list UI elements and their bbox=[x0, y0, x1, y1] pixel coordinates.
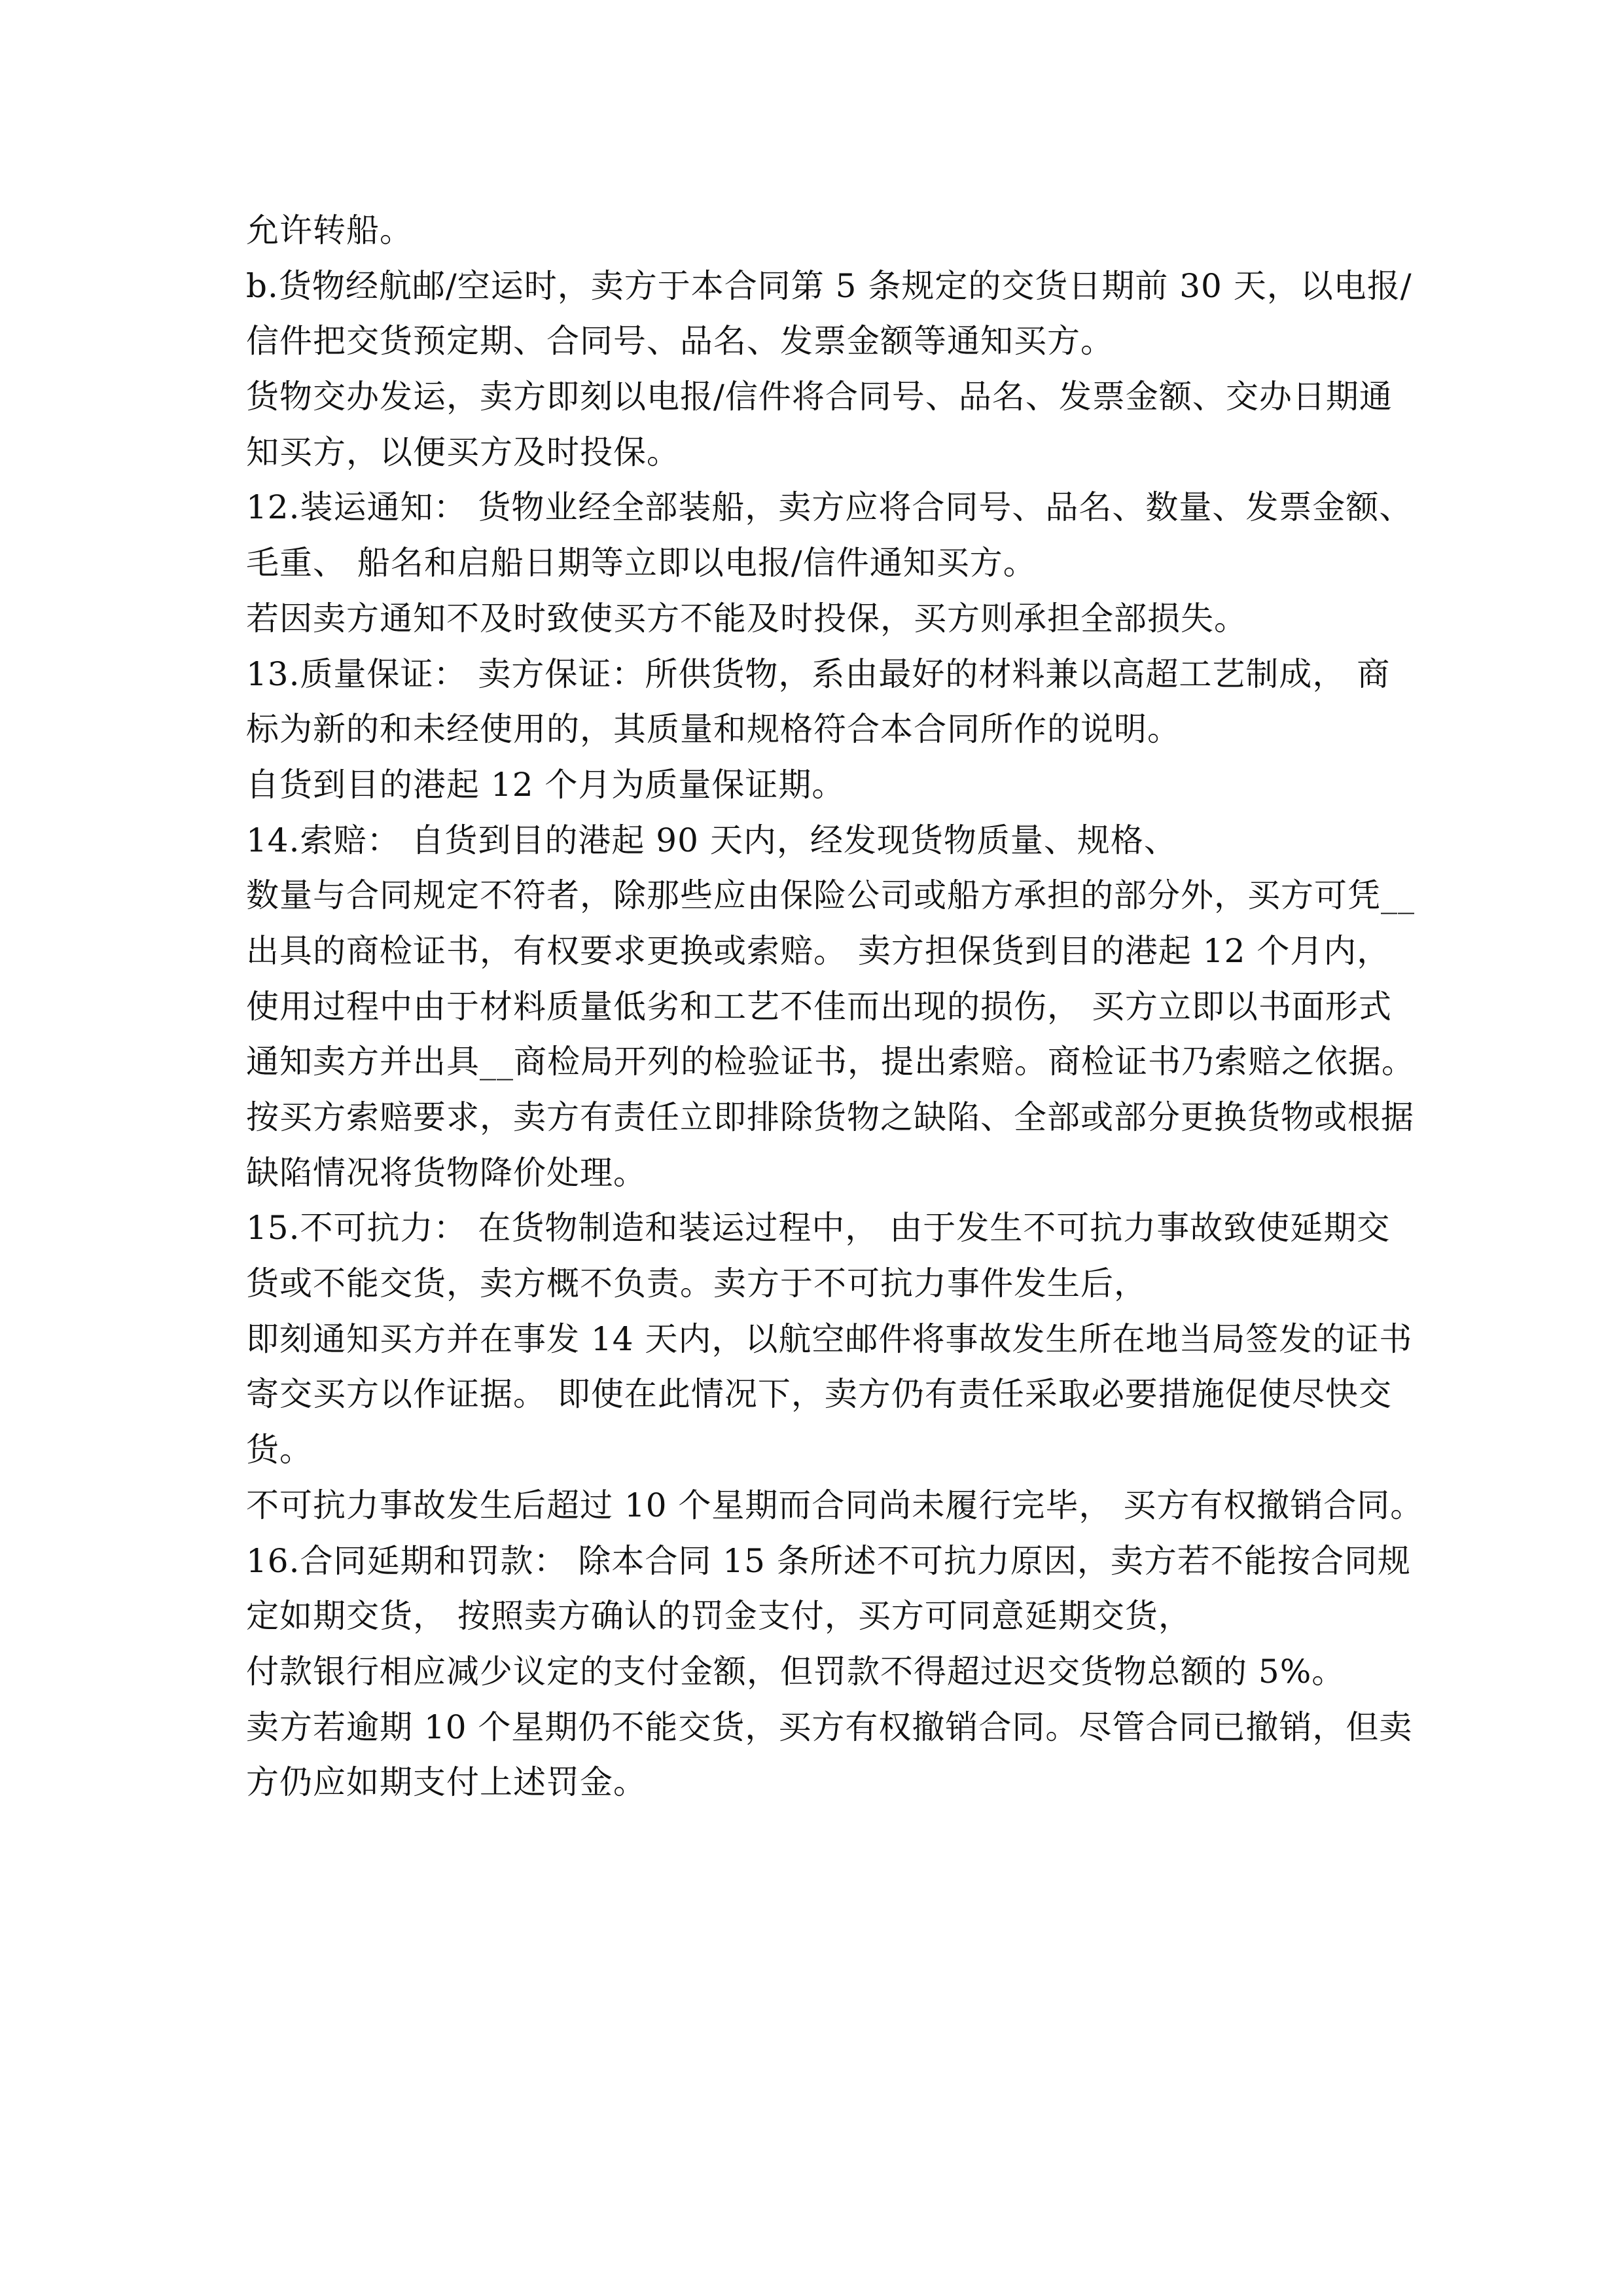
text-line: 标为新的和未经使用的，其质量和规格符合本合同所作的说明。 bbox=[246, 710, 1181, 749]
text-line: 定如期交货， 按照卖方确认的罚金支付，买方可同意延期交货， bbox=[246, 1597, 1192, 1636]
text-line: 自货到目的港起 12 个月为质量保证期。 bbox=[246, 765, 846, 804]
text-line: 毛重、 船名和启船日期等立即以电报/信件通知买方。 bbox=[246, 544, 1037, 583]
text-line: 12.装运通知： 货物业经全部装船，卖方应将合同号、品名、数量、发票金额、 bbox=[246, 488, 1413, 527]
document-page bbox=[246, 203, 1424, 1810]
text-line: 方仍应如期支付上述罚金。 bbox=[246, 1763, 647, 1802]
text-line: 允许转船。 bbox=[246, 211, 413, 249]
text-line: 缺陷情况将货物降价处理。 bbox=[246, 1153, 647, 1192]
text-line: b.货物经航邮/空运时，卖方于本合同第 5 条规定的交货日期前 30 天，以电报/ bbox=[246, 266, 1412, 305]
text-line: 按买方索赔要求，卖方有责任立即排除货物之缺陷、全部或部分更换货物或根据 bbox=[246, 1098, 1414, 1136]
text-line: 不可抗力事故发生后超过 10 个星期而合同尚未履行完毕， 买方有权撤销合同。 bbox=[246, 1486, 1424, 1524]
text-line: 信件把交货预定期、合同号、品名、发票金额等通知买方。 bbox=[246, 322, 1114, 361]
text-line: 货物交办发运，卖方即刻以电报/信件将合同号、品名、发票金额、交办日期通 bbox=[246, 378, 1393, 416]
text-line: 14.索赔： 自货到目的港起 90 天内，经发现货物质量、规格、 bbox=[246, 821, 1177, 859]
text-line: 15.不可抗力： 在货物制造和装运过程中， 由于发生不可抗力事故致使延期交 bbox=[246, 1209, 1391, 1247]
text-line: 若因卖方通知不及时致使买方不能及时投保，买方则承担全部损失。 bbox=[246, 599, 1247, 637]
text-line: 数量与合同规定不符者，除那些应由保险公司或船方承担的部分外，买方可凭__ bbox=[246, 876, 1415, 915]
text-line: 知买方，以便买方及时投保。 bbox=[246, 433, 680, 471]
text-line: 寄交买方以作证据。 即使在此情况下，卖方仍有责任采取必要措施促使尽快交 bbox=[246, 1375, 1392, 1414]
text-line: 货。 bbox=[246, 1431, 313, 1469]
text-line: 付款银行相应减少议定的支付金额，但罚款不得超过迟交货物总额的 5%。 bbox=[246, 1652, 1346, 1691]
text-line: 出具的商检证书，有权要求更换或索赔。 卖方担保货到目的港起 12 个月内， bbox=[246, 931, 1391, 970]
text-line: 卖方若逾期 10 个星期仍不能交货，买方有权撤销合同。尽管合同已撤销，但卖 bbox=[246, 1708, 1413, 1746]
text-line: 使用过程中由于材料质量低劣和工艺不佳而出现的损伤， 买方立即以书面形式 bbox=[246, 987, 1392, 1026]
text-line: 13.质量保证： 卖方保证：所供货物，系由最好的材料兼以高超工艺制成， 商 bbox=[246, 655, 1391, 693]
text-line: 即刻通知买方并在事发 14 天内，以航空邮件将事故发生所在地当局签发的证书 bbox=[246, 1319, 1413, 1358]
text-line: 通知卖方并出具__商检局开列的检验证书，提出索赔。商检证书乃索赔之依据。 bbox=[246, 1043, 1415, 1081]
text-line: 货或不能交货，卖方概不负责。卖方于不可抗力事件发生后， bbox=[246, 1265, 1147, 1303]
text-line: 16.合同延期和罚款： 除本合同 15 条所述不可抗力原因，卖方若不能按合同规 bbox=[246, 1541, 1411, 1580]
